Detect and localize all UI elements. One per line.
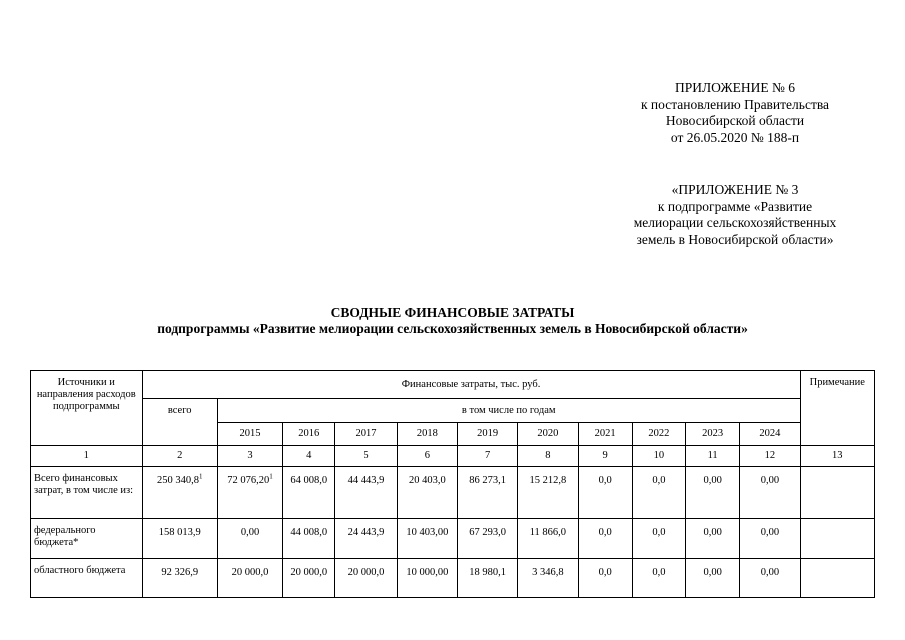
row-year-cell: 0,0 xyxy=(578,467,632,519)
row-year-cell: 20 000,0 xyxy=(335,559,397,598)
row-year-cell: 64 008,0 xyxy=(283,467,335,519)
row-year-cell: 24 443,9 xyxy=(335,519,397,559)
row-source-name: Всего финансовых затрат, в том числе из: xyxy=(31,467,143,519)
row-year-cell xyxy=(217,467,282,519)
appendix-line: «ПРИЛОЖЕНИЕ № 3 xyxy=(671,182,799,197)
row-note-cell xyxy=(800,559,874,598)
appendix-header-sub xyxy=(600,182,870,248)
appendix-line: земель в Новосибирской области» xyxy=(636,231,834,247)
appendix-line: Новосибирской области xyxy=(665,113,805,128)
row-year-cell: 0,00 xyxy=(217,519,282,559)
row-year-cell: 15 212,8 xyxy=(518,467,578,519)
row-year-cell: 3 346,8 xyxy=(518,559,578,598)
row-year-cell: 0,0 xyxy=(578,519,632,559)
document-subtitle: подпрограммы «Развитие мелиорации сельскохозяйственных земель в Новосибирской области» xyxy=(157,321,748,336)
row-year-cell: 0,0 xyxy=(632,559,685,598)
row-year-cell: 44 443,9 xyxy=(335,467,397,519)
column-index: 7 xyxy=(457,446,517,467)
header-year: 2023 xyxy=(686,423,740,446)
column-index: 12 xyxy=(740,446,800,467)
row-source-name: федерального бюджета* xyxy=(31,519,143,559)
header-year: 2020 xyxy=(518,423,578,446)
row-year-cell: 0,00 xyxy=(740,519,800,559)
header-total: всего xyxy=(142,399,217,446)
column-index: 1 xyxy=(31,446,143,467)
row-total-value: 250 340,8 xyxy=(156,475,199,486)
header-year: 2017 xyxy=(335,423,397,446)
header-year: 2019 xyxy=(457,423,517,446)
row-year-cell: 20 000,0 xyxy=(283,559,335,598)
column-index-row xyxy=(31,446,875,467)
table-row-federal xyxy=(31,519,875,559)
appendix-header-main xyxy=(600,80,870,146)
row-year-cell: 0,0 xyxy=(632,519,685,559)
row-source-name: областного бюджета xyxy=(31,559,143,598)
row-year-cell: 0,0 xyxy=(632,467,685,519)
row-year-cell: 0,0 xyxy=(578,559,632,598)
row-total-cell xyxy=(142,467,217,519)
column-index: 3 xyxy=(217,446,282,467)
footnote-mark: 1 xyxy=(198,472,203,481)
header-costs: Финансовые затраты, тыс. руб. xyxy=(142,371,800,399)
column-index: 2 xyxy=(142,446,217,467)
row-note-cell xyxy=(800,519,874,559)
row-year-cell: 0,00 xyxy=(740,559,800,598)
document-title: СВОДНЫЕ ФИНАНСОВЫЕ ЗАТРАТЫ xyxy=(330,305,575,320)
row-year-cell: 20 403,0 xyxy=(397,467,457,519)
column-index: 9 xyxy=(578,446,632,467)
header-year: 2016 xyxy=(283,423,335,446)
header-by-years: в том числе по годам xyxy=(217,399,800,423)
column-index: 10 xyxy=(632,446,685,467)
row-year-cell: 86 273,1 xyxy=(457,467,517,519)
appendix-line: ПРИЛОЖЕНИЕ № 6 xyxy=(674,80,796,95)
row-year-cell: 20 000,0 xyxy=(217,559,282,598)
row-year-cell: 0,00 xyxy=(686,519,740,559)
header-note: Примечание xyxy=(800,371,874,446)
table-row-regional xyxy=(31,559,875,598)
row-year-cell: 10 403,00 xyxy=(397,519,457,559)
table-row-total xyxy=(31,467,875,519)
header-sources: Источники и направления расходов подпрограммы xyxy=(31,371,143,446)
row-year-cell: 10 000,00 xyxy=(397,559,457,598)
column-index: 6 xyxy=(397,446,457,467)
row-year-cell: 0,00 xyxy=(686,559,740,598)
row-total-cell: 92 326,9 xyxy=(142,559,217,598)
header-year: 2022 xyxy=(632,423,685,446)
row-year-cell: 44 008,0 xyxy=(283,519,335,559)
header-year: 2024 xyxy=(740,423,800,446)
financial-costs-table xyxy=(30,370,875,598)
footnote-mark: 1 xyxy=(269,472,273,481)
appendix-line: мелиорации сельскохозяйственных xyxy=(633,215,837,230)
column-index: 8 xyxy=(518,446,578,467)
appendix-line: к подпрограмме «Развитие xyxy=(657,198,813,214)
appendix-line: от 26.05.2020 № 188-п xyxy=(670,129,800,145)
row-note-cell xyxy=(800,467,874,519)
row-year-cell: 0,00 xyxy=(740,467,800,519)
column-index: 11 xyxy=(686,446,740,467)
column-index: 13 xyxy=(800,446,874,467)
header-year: 2021 xyxy=(578,423,632,446)
row-year-cell: 11 866,0 xyxy=(518,519,578,559)
appendix-line: к постановлению Правительства xyxy=(640,96,830,112)
header-year: 2018 xyxy=(397,423,457,446)
header-year: 2015 xyxy=(217,423,282,446)
row-year-cell: 18 980,1 xyxy=(457,559,517,598)
row-total-cell: 158 013,9 xyxy=(142,519,217,559)
column-index: 5 xyxy=(335,446,397,467)
row-year-value: 72 076,20 xyxy=(227,475,270,486)
row-year-cell: 67 293,0 xyxy=(457,519,517,559)
row-year-cell: 0,00 xyxy=(686,467,740,519)
column-index: 4 xyxy=(283,446,335,467)
